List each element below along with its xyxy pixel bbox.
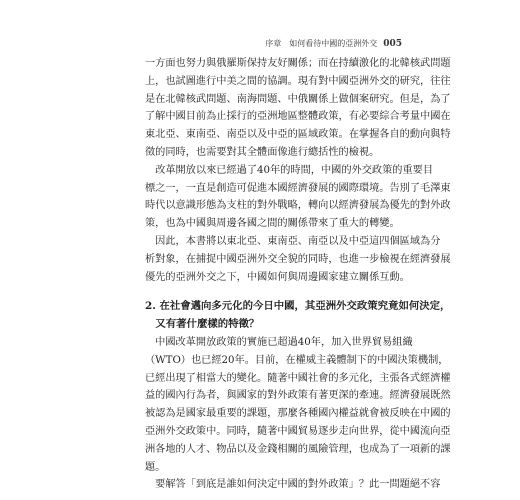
section-spacer	[145, 286, 403, 298]
text-line: 優先的亞洲外交之下，中國如何與周邊國家建立關係互動。	[145, 271, 410, 283]
heading-line: 2. 在社會邁向多元化的今日中國，其亞洲外交政策究竟如何決定，	[145, 300, 451, 313]
text-line: 因此，本書將以東北亞、東南亞、南亞以及中亞這四個區域為分	[145, 235, 441, 247]
text-line: 題。	[145, 461, 166, 473]
text-line: 洲各地的人才、物品以及金錢相關的風險管理，也成為了一項新的課	[145, 443, 451, 455]
text-line: 策，也為中國與周邊各國之間的關係帶來了重大的轉變。	[145, 218, 400, 230]
text-line: 中國改革開放政策的實施已超過40年，加入世界貿易組織	[145, 336, 413, 348]
paragraph-4	[145, 334, 451, 476]
section-heading	[145, 298, 451, 334]
text-line: 了解中國目前為止採行的亞洲地區整體政策，有必要綜合考量中國在	[145, 111, 451, 123]
text-line: 是在北韓核武問題、南海問題、中俄關係上做個案研究。但是，為了	[145, 93, 451, 105]
text-line: 析對象，在捕捉中國亞洲外交全貌的同時，也進一步檢視在經濟發展	[145, 253, 451, 265]
text-line: 益的國內行為者，與國家的對外政策有著更深的牽連。經濟發展既然	[145, 390, 451, 402]
paragraph-1	[145, 55, 451, 162]
text-line: （WTO）也已經20年。目前，在權威主義體制下的中國決策機制，	[145, 354, 449, 366]
text-line: 要解答「到底是誰如何決定中國的對外政策」？此一問題絕不容	[145, 479, 441, 491]
running-title: 序章 如何看待中國的亞洲外交	[265, 39, 378, 48]
text-line: 被認為是國家最重要的課題，那麼各種國內權益就會被反映在中國的	[145, 408, 451, 420]
text-line: 已經出現了相當大的變化。隨著中國社會的多元化，主張各式經濟權	[145, 372, 451, 384]
heading-line: 又有著什麼樣的特徵？	[145, 318, 260, 331]
paragraph-5	[145, 476, 441, 494]
text-line: 標之一，一直是創造可促進本國經濟發展的國際環境。告別了毛澤東	[145, 182, 451, 194]
text-line: 改革開放以來已經過了40年的時間，中國的外交政策的重要目	[145, 164, 434, 176]
text-line: 一方面也努力與俄羅斯保持友好關係；而在持續激化的北韓核武問題	[145, 58, 451, 69]
paragraph-3	[145, 233, 451, 286]
text-line: 亞洲外交政策中。同時，隨著中國貿易逐步走向世界，從中國流向亞	[145, 425, 451, 437]
page-number: 005	[383, 39, 402, 49]
text-line: 東北亞、東南亞、南亞以及中亞的區域政策。在掌握各自的動向與特	[145, 129, 451, 141]
paragraph-2	[145, 162, 451, 233]
text-line: 徵的同時，也需要對其全體面像進行總括性的檢視。	[145, 146, 380, 158]
page-body	[145, 55, 451, 494]
text-line: 時代以意識形態為支柱的對外戰略，轉向以經濟發展為優先的對外政	[145, 200, 451, 212]
text-line: 上，也試圖進行中美之間的協調。現有對中國亞洲外交的研究，往往	[145, 75, 451, 87]
running-header	[265, 38, 402, 49]
